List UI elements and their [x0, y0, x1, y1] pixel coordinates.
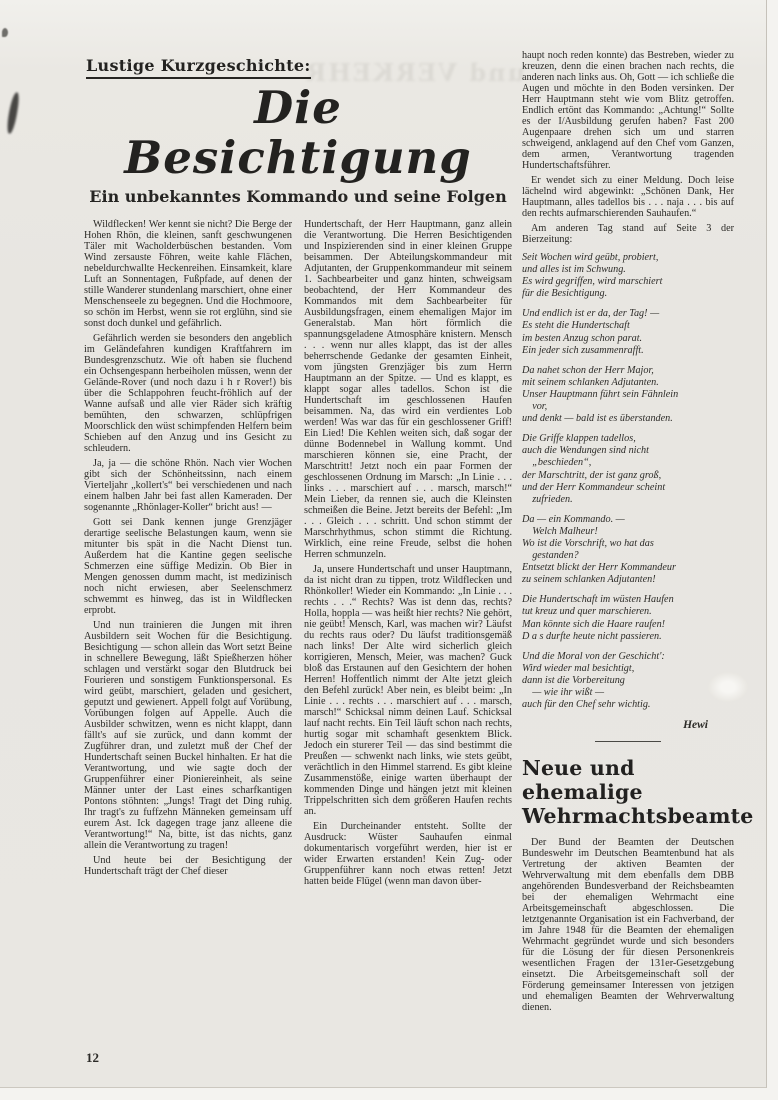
poem-line: Und endlich ist er da, der Tag! —	[522, 308, 660, 320]
page-number: 12	[86, 1050, 99, 1065]
poem-line: Seit Wochen wird geübt, probiert,	[522, 252, 659, 263]
poem-line: Es steht die Hundertschaft	[522, 320, 630, 332]
poem-stanza	[522, 433, 734, 506]
paragraph: Der Bund der Beamten der Deutschen Bundeswehr im Deutschen Beamtenbund hat als Vertretung der aktiven Beamten der Wehrverwaltung mit dem ebenfalls dem DBB angehörenden Bundesverband der Reichsbeamten bei der ehemaligen Wehrmacht eine Arbeitsgemeinschaft abgeschlossen. Die letztgenannte Organisation ist ein Fachverband, der im Jahre 1948 für die Beamten der ehemaligen Wehrmacht gegründet wurde und sich besonders für die Lösung der für diesen Personenkreis wesentlichen Fragen der 131er-Gesetzgebung einsetzt. Die Arbeitsgemeinschaft soll der Förderung gemeinsamer Interessen von jetzigen und ehemaligen Beamten der Wehrverwaltung dienen.	[522, 837, 734, 1014]
paragraph: Ja, unsere Hundertschaft und unser Hauptmann, da ist nicht dran zu tippen, trotz Wildflecken und Rhönkoller! Wieder ein Kommando: „In Linie . . . rechts . . .“ Rechts? Was ist denn das, rechts? Holla, hoppla — was heißt hier rechts? Nie gehört, nie geübt! Mensch, Karl, was machen wir? Läufst du rechts raus oder? Du läufst traditionsgemäß nach links! Der Alte wird sicherlich gleich korrigieren, Mensch, Meier, was machen? Guck bloß das Erstaunen auf den Gesichtern der hohen Herren! Hoffentlich nimmt der Alte jetzt gleich den Befehl zurück! Aber nein, es bleibt beim: „In Linie . . . rechts . . . marschiert auf . . . marsch, marsch!“ Schicksal nimm deinen Lauf. Schicksal lauf nacht rechts. Ein Teil läuft schon nach rechts, hurtig sogar mit schamhaft gesenktem Blick. Jedoch ein sturerer Teil — das sind bestimmt die Preußen — schwenkt nach links, wie stets geübt, verächtlich in den Himmel starrend. Es gibt kleine Zusammenstöße, einige warten überhaupt der kommenden Dinge und hängen jetzt mit kleinen Trippelschritten sich dem größeren Haufen rechts an.	[304, 564, 512, 817]
poem-line: zu seinem schlanken Adjutanten!	[522, 574, 656, 586]
poem-line: auch für den Chef sehr wichtig.	[522, 699, 651, 711]
column-2-paragraphs	[304, 219, 512, 887]
poem-line: tut kreuz und quer marschieren.	[522, 606, 652, 618]
poem-line: vor,	[522, 401, 548, 413]
kicker-label: Lustige Kurzgeschichte:	[86, 56, 311, 79]
poem-line: für die Besichtigung.	[522, 288, 608, 300]
poem-line: zufrieden.	[522, 493, 573, 505]
poem-line: auch die Wendungen sind nicht	[522, 445, 649, 457]
poem-line: Man könnte sich die Haare raufen!	[522, 618, 666, 630]
heading-line: Neue und ehemalige	[522, 756, 643, 805]
article-header	[84, 50, 512, 206]
column-1	[84, 219, 292, 887]
paragraph: Gott sei Dank kennen junge Grenzjäger derartige seelische Belastungen kaum, wenn sie mitunter bis spät in die Nacht Dienst tun. Außerdem hat die Kantine gegen seelische Schmerzen eine süffige Medizin. Ob Bier in Mengen genossen dumm macht, ist medizinisch noch nicht erwiesen, aber Seelenschmerz schwemmt es hinweg, das ist in Wildflecken erprobt.	[84, 517, 292, 616]
poem-line: Wo ist die Vorschrift, wo hat das	[522, 537, 654, 549]
poem-line: dann ist die Vorbereitung	[522, 674, 625, 686]
heading-line: Wehrmachtsbeamte	[522, 804, 754, 829]
poem-line: Die Hundertschaft im wüsten Haufen	[522, 594, 674, 606]
poem-line: Unser Hauptmann führt sein Fähnlein	[522, 388, 679, 400]
poem-stanza	[522, 308, 734, 356]
poem-line: Da — ein Kommando. —	[522, 513, 625, 525]
section-divider	[595, 741, 661, 742]
poem-line: D a s durfte heute nicht passieren.	[522, 630, 662, 642]
poem-line: im besten Anzug schon parat.	[522, 332, 643, 344]
bleed-through-ghost-text: und VERKEHR	[304, 58, 525, 87]
poem-line: Entsetzt blickt der Herr Kommandeur	[522, 562, 676, 574]
poem-line: mit seinem schlanken Adjutanten.	[522, 376, 659, 388]
paragraph: Gefährlich werden sie besonders den angeblich im Geländefahren kundigen Kraftfahrern im Bundesgrenzschutz. Wie oft haben sie fluchend ein Ochsengespann herbeiholen müssen, wenn der Gelände-Rover (und noch dazu i h r Rover!) bis über die Schlappohren feucht-fröhlich auf der Wanne aufsaß und alle vier Räder sich kräftig bemühten, den schwarzen, schlüpfrigen Moorschlick den wüst schimpfenden Helfern beim Schieben auf den Anzug und ins Gesicht zu schleudern.	[84, 333, 292, 454]
poem-line: Welch Malheur!	[522, 525, 598, 537]
poem-line: und denkt — bald ist es überstanden.	[522, 413, 673, 425]
paragraph: Und heute bei der Besichtigung der Hundertschaft trägt der Chef dieser	[84, 855, 292, 877]
paragraph: Am anderen Tag stand auf Seite 3 der Bierzeitung:	[522, 223, 734, 245]
poem-stanza	[522, 594, 734, 642]
column-3-paragraphs	[522, 50, 734, 245]
poem-stanza	[522, 514, 734, 587]
poem-line: Ein jeder sich zusammenrafft.	[522, 344, 644, 356]
author-signature: Hewi	[683, 719, 708, 732]
article-left-section	[84, 50, 512, 1013]
second-article-heading	[522, 756, 754, 829]
poem-line: und alles ist im Schwung.	[522, 264, 626, 276]
poem-line: Und die Moral von der Geschicht':	[522, 650, 665, 662]
poem-line: und der Herr Kommandeur scheint	[522, 481, 666, 493]
poem-line: Wird wieder mal besichtigt,	[522, 662, 635, 674]
column-1-paragraphs	[84, 219, 292, 877]
paragraph: Ja, ja — die schöne Rhön. Nach vier Wochen gibt sich der Schönheitssinn, nach einem Vierteljahr „kollert's“ bei verschiedenen und nach einem halben Jahr bei fast allen Kameraden. Der sogenannte „Rhönlager-Koller“ bricht aus! —	[84, 458, 292, 513]
page-content	[84, 50, 754, 1014]
poem-stanza	[522, 252, 734, 300]
column-3	[522, 50, 754, 1014]
article-subtitle: Ein unbekanntes Kommando und seine Folgen	[89, 187, 507, 206]
paragraph: Ein Durcheinander entsteht. Sollte der Ausdruck: Wüster Sauhaufen einmal dokumentarisch vorgeführt werden, hier ist er wider Erwarten erstanden! Kein Zug- oder Gruppenführer kann noch etwas retten! Jetzt hatten beide Flügel (wenn man davon über-	[304, 821, 512, 887]
paragraph: Hundertschaft, der Herr Hauptmann, ganz allein die Verantwortung. Die Herren Besichtigenden und Inspizierenden sind in einer kleinen Gruppe beisammen. Der Abteilungskommandeur mit Adjutanten, der Gruppenkommandeur mit seinem 1. Sachbearbeiter und ganz hinten, schweigsam beobachtend, der Herr Kommandeur des Kommandos mit dem Sachbearbeiter für Ausbildungsfragen, einem ehemaligen Major im Generalstab. Man hört förmlich die spannungsgeladene Atmosphäre knistern. Mensch . . . wenn nur alles klappt, das ist der alles beherrschende Gedanke der gesamten Einheit, vom jüngsten Grenzjäger bis zum Herrn Hauptmann an der Spitze. — Und es klappt, es klappt sogar alles tadellos. Schon ist die Hundertschaft im geschlossenen Haufen beisammen. Na, das wird ein verdientes Lob werden! Was war das für ein geschlossener Griff! Ein Lied! Die Kehlen weiten sich, daß sogar der dünne Bodennebel in Wallung kommt. Und marschieren können sie, eine Pracht, der Marschtritt! Jetzt noch ein paar Formen der geschlossenen Ordnung im Marsch: „In Linie . . . links . . . marschiert auf . . . marsch, marsch!“ Mein Lieber, da rennen sie, auch die Kleinsten schmeißen die Beine. Jetzt bereits der Befehl: „Im . . . Gleich . . . schritt. Und schon stimmt der Marschrhythmus, schon stimmt die Richtung. Wirklich, eine reine Freude, selbst die hohen Herren schmunzeln.	[304, 219, 512, 560]
paragraph: Wildflecken! Wer kennt sie nicht? Die Berge der Hohen Rhön, die kleinen, sanft geschwungenen Täler mit Wacholderbüschen bestanden. Vom Wind zersauste Föhren, weite kahle Flächen, nebeldurchwallte Heckenreihen. Einsamkeit, klare Luft an Sonnentagen, Fußpfade, auf denen der stille Wanderer stundenlang marschiert, ohne einer Menschenseele zu begegnen. Und die Hochmoore, so schön im Herbst, wenn sie rot erglühn, sind sie sonst doch dunkel und gefährlich.	[84, 219, 292, 329]
paragraph: Und nun trainieren die Jungen mit ihren Ausbildern seit Wochen für die Besichtigung. Besichtigung — schon allein das Wort setzt Beine in schnellere Bewegung, läßt Spießherzen höher schlagen und verstärkt sogar den Blutdruck bei Fourieren und sonstigem Funktionspersonal. Es wird geübt, marschiert, geladen und gesichert, geputzt und gewienert. Appell folgt auf Vorübung, Vorübungen folgen auf Appelle. Auch die Ausbilder schwitzen, wenn es nicht klappt, dann fällt's auf sie zurück, und dann kommt der Zugführer dran, und zuletzt muß der Chef der Hundertschaft seinen Buckel hinhalten. Er hat die Verantwortung, und wie sagte doch der Gruppenführer einer Pioniereinheit, als seine Männer unter der Last eines scharfkantigen Pontons stöhnten: „Jungs! Tragt det Ding ruhig. Ihr tragt's zu fuffzehn Männeken gemeinsam uff eurem Ast. Ick dagegen trage janz alleene die Verantwortung!“ Na, bitte, ist das nichts, ganz allein die Verantwortung zu tragen!	[84, 620, 292, 851]
beer-newspaper-poem	[522, 252, 734, 711]
poem-line: der Marschtritt, der ist ganz groß,	[522, 469, 662, 481]
second-article-body	[522, 837, 734, 1013]
poem-stanza	[522, 365, 734, 425]
paragraph: Er wendet sich zu einer Meldung. Doch leise lächelnd wird abgewinkt: „Schönen Dank, Her Hauptmann, alles tadellos bis . . . naja . . . bis auf den rechts aufmarschierenden Sauhaufen.“	[522, 175, 734, 219]
poem-line: — wie ihr wißt —	[522, 687, 605, 698]
poem-line: „beschieden“,	[522, 457, 592, 469]
column-2	[304, 219, 512, 887]
poem-line: Die Griffe klappen tadellos,	[522, 433, 636, 445]
ink-speck-mark	[2, 28, 8, 37]
poem-line: Es wird gegriffen, wird marschiert	[522, 276, 663, 288]
article-title: Die Besichtigung	[124, 81, 472, 184]
poem-stanza	[522, 651, 734, 711]
poem-line: Da nahet schon der Herr Major,	[522, 364, 654, 376]
poem-line: gestanden?	[522, 550, 579, 562]
paragraph: haupt noch reden konnte) das Bestreben, wieder zu kreuzen, denn die einen brachen nach rechts, die anderen nach links aus. Oh, Gott — ich schließe die Augen und möchte in den Boden versinken. Der Herr Hauptmann steht wie vom Blitz getroffen. Endlich ertönt das Kommando: „Achtung!“ Sollte es der I/Ausbildung gerufen haben? Fast 200 Augenpaare drehen sich um und starren schweigend, anklagend auf den Chef vom Ganzen, dem armen, Verantwortung tragenden Hundertschaftsführer.	[522, 50, 734, 171]
